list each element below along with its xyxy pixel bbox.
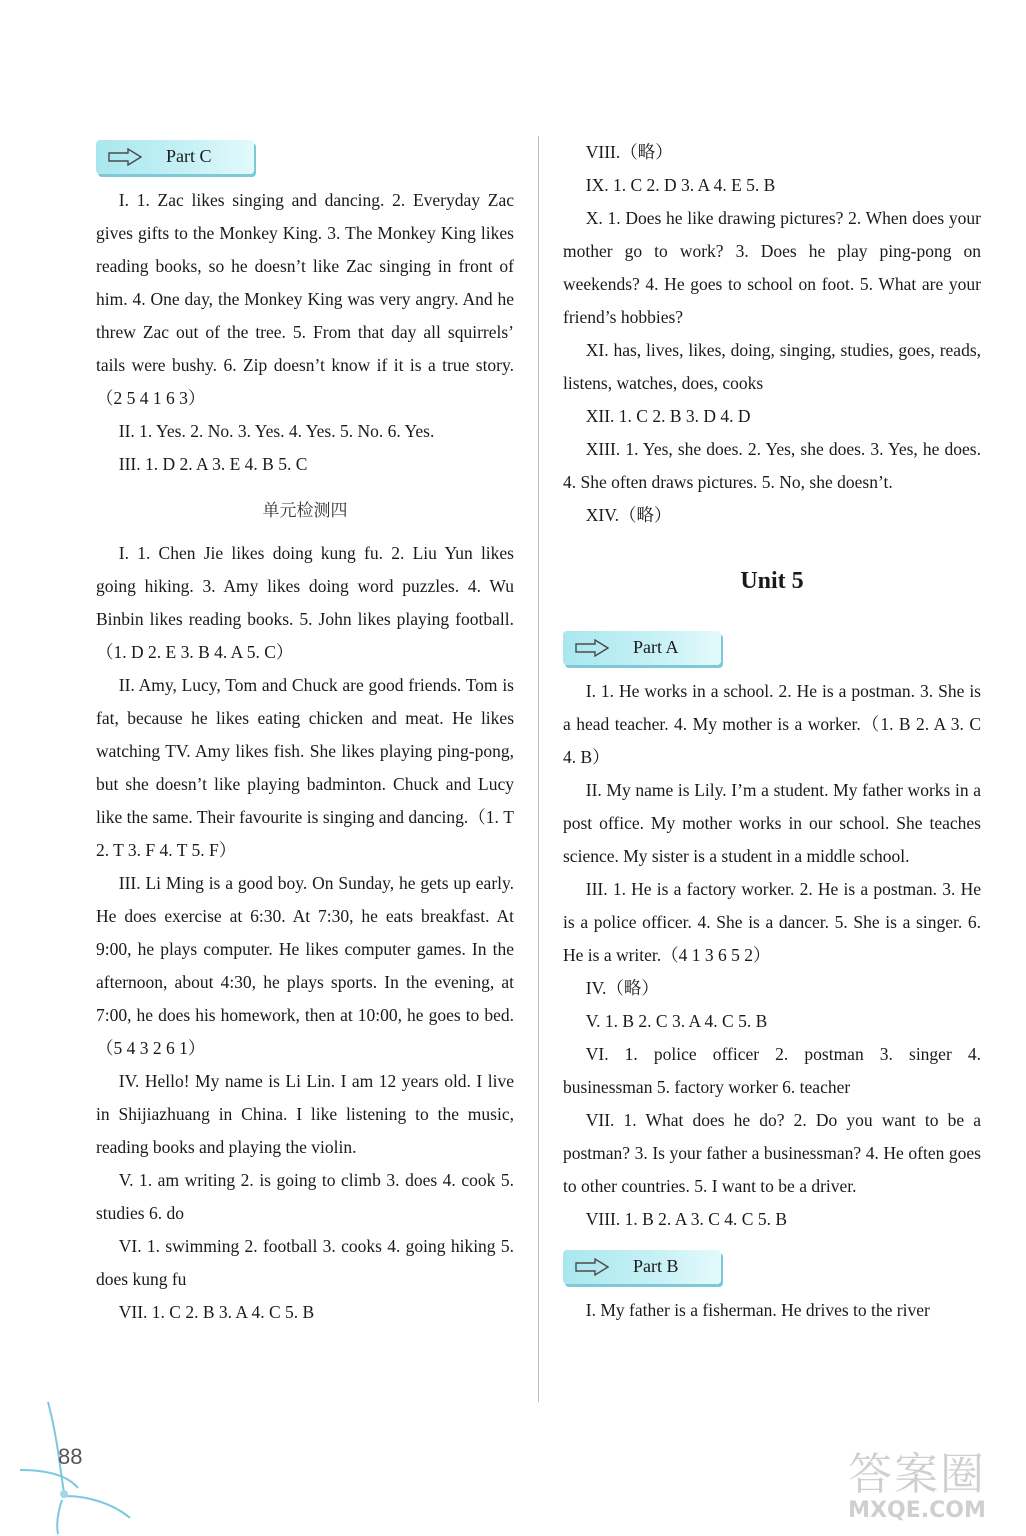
right-arrow-icon <box>575 1258 609 1276</box>
unit-title: Unit 5 <box>740 568 804 594</box>
answer-line: IX. 1. C 2. D 3. A 4. E 5. B <box>585 175 776 195</box>
part-b-banner <box>563 1250 721 1284</box>
watermark-text: 答案圈 <box>848 1449 986 1500</box>
part-c-banner <box>96 140 254 174</box>
answer-line: X. 1. Does he like drawing pictures? 2. When does your mother go to work? 3. Does he play ping-pong on weekends? 4. He goes to school on foot. 5. What are your friend’s hobbies? <box>563 208 981 327</box>
right-arrow-icon <box>108 148 142 166</box>
watermark-url: MXQE.COM <box>848 1498 986 1523</box>
answer-line: VII. 1. What does he do? 2. Do you want to be a postman? 3. Is your father a businessman? 4. He often goes to other countries. 5. I want to be a driver. <box>563 1110 981 1196</box>
answer-line: I. My father is a fisherman. He drives to the river <box>585 1300 930 1320</box>
section-title: 单元检测四 <box>262 501 348 521</box>
part-c-label: Part C <box>166 146 212 166</box>
answer-line: VIII.（略） <box>585 142 673 162</box>
answer-line: VI. 1. police officer 2. postman 3. singer 4. businessman 5. factory worker 6. teacher <box>563 1044 981 1097</box>
part-b-label: Part B <box>633 1256 679 1276</box>
answer-line: I. 1. Zac likes singing and dancing. 2. Everyday Zac gives gifts to the Monkey King. 3. The Monkey King likes reading books, so he doesn’t like Zac singing in front of him. 4. One day, the Monkey King was very angry. And he threw Zac out of the tree. 5. From that day all squirrels’ tails were bushy. 6. Zip doesn’t know if it is a true story.（2 5 4 1 6 3） <box>96 190 514 408</box>
left-column <box>96 136 514 1329</box>
right-arrow-icon <box>575 639 609 657</box>
answer-line: VIII. 1. B 2. A 3. C 4. C 5. B <box>585 1209 788 1229</box>
answer-line: III. 1. D 2. A 3. E 4. B 5. C <box>118 454 308 474</box>
column-divider <box>538 136 539 1402</box>
page-number: 88 <box>58 1444 83 1469</box>
answer-line: IV. Hello! My name is Li Lin. I am 12 years old. I live in Shijiazhuang in China. I like listening to the music, reading books and playing the violin. <box>96 1071 514 1157</box>
answer-line: III. 1. He is a factory worker. 2. He is a postman. 3. He is a police officer. 4. She is a dancer. 5. She is a singer. 6. He is a writer.（4 1 3 6 5 2） <box>563 879 981 965</box>
answer-line: I. 1. Chen Jie likes doing kung fu. 2. Liu Yun likes going hiking. 3. Amy likes doing word puzzles. 4. Wu Binbin likes reading books. 5. John likes playing football.（1. D 2. E 3. B 4. A 5. C） <box>96 543 514 662</box>
answer-line: VI. 1. swimming 2. football 3. cooks 4. going hiking 5. does kung fu <box>96 1236 514 1289</box>
watermark <box>822 1438 1012 1528</box>
part-a-banner <box>563 631 721 665</box>
answer-line: XII. 1. C 2. B 3. D 4. D <box>585 406 751 426</box>
right-column <box>563 136 981 1327</box>
answer-line: II. Amy, Lucy, Tom and Chuck are good friends. Tom is fat, because he likes eating chicken and meat. He likes watching TV. Amy likes fish. She likes playing ping-pong, but she doesn’t like playing badminton. Chuck and Lucy like the same. Their favourite is singing and dancing.（1. T 2. T 3. F 4. T 5. F） <box>96 675 514 860</box>
answer-line: V. 1. B 2. C 3. A 4. C 5. B <box>585 1011 768 1031</box>
answer-line: III. Li Ming is a good boy. On Sunday, he gets up early. He does exercise at 6:30. At 7:30, he eats breakfast. At 9:00, he plays computer. He likes computer games. In the afternoon, about 4:30, he plays sports. In the evening, at 7:00, he does his homework, then at 10:00, he goes to bed.（5 4 3 2 6 1） <box>96 873 514 1058</box>
answer-line: VII. 1. C 2. B 3. A 4. C 5. B <box>118 1302 315 1322</box>
answer-line: II. My name is Lily. I’m a student. My father works in a post office. My mother works in our school. She teaches science. My sister is a student in a middle school. <box>563 780 981 866</box>
answer-line: XI. has, lives, likes, doing, singing, studies, goes, reads, listens, watches, does, cooks <box>563 340 981 393</box>
answer-line: IV.（略） <box>585 978 659 998</box>
answer-line: II. 1. Yes. 2. No. 3. Yes. 4. Yes. 5. No. 6. Yes. <box>118 421 435 441</box>
answer-line: V. 1. am writing 2. is going to climb 3. does 4. cook 5. studies 6. do <box>96 1170 514 1223</box>
answer-line: I. 1. He works in a school. 2. He is a postman. 3. She is a head teacher. 4. My mother is a worker.（1. B 2. A 3. C 4. B） <box>563 681 981 767</box>
answer-line: XIII. 1. Yes, she does. 2. Yes, she does. 3. Yes, he does. 4. She often draws pictures. 5. No, she doesn’t. <box>563 439 981 492</box>
answer-line: XIV.（略） <box>585 505 672 525</box>
part-a-label: Part A <box>633 637 679 657</box>
